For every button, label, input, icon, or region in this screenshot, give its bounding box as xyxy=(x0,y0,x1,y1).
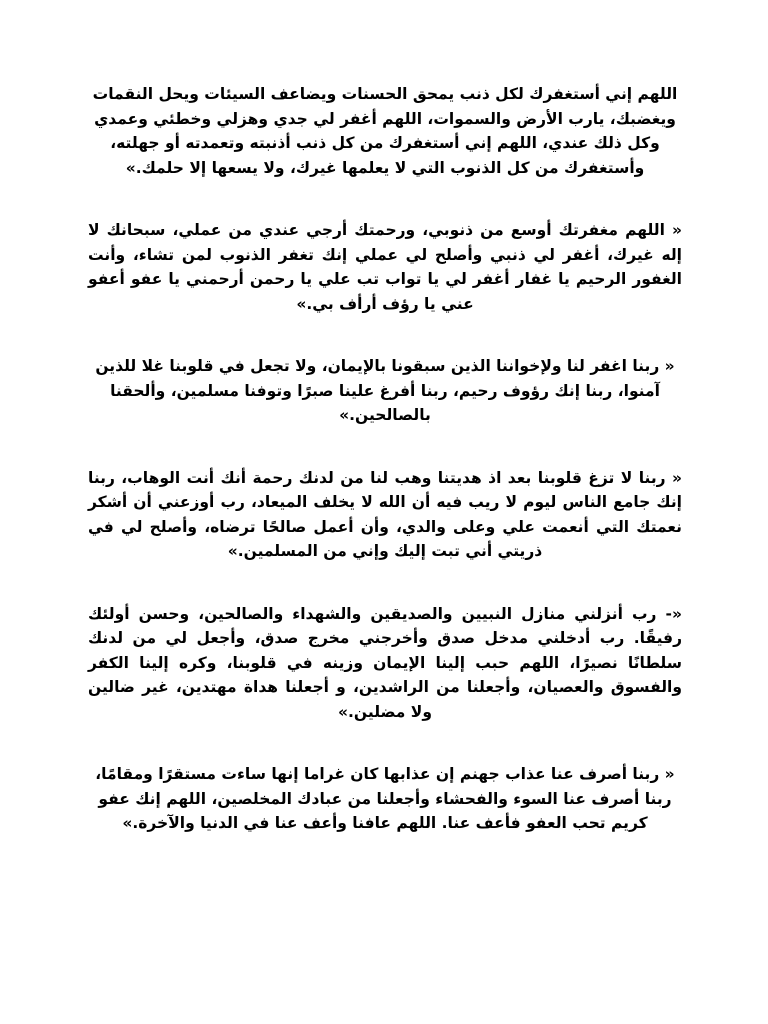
document-body xyxy=(88,82,682,874)
paragraph-6: « ربنا أصرف عنا عذاب جهنم إن عذابها كان غراما إنها ساءت مستقرًا ومقامًا، ربنا أصرف عنا السوء والفحشاء وأجعلنا من عبادك المخلصين، اللهم إنك عفو كريم تحب العفو فأعف عنا. اللهم عافنا وأعف عنا في الدنيا والآخرة.» xyxy=(95,765,675,832)
paragraph-1: اللهم إني أستغفرك لكل ذنب يمحق الحسنات ويضاعف السيئات ويحل النقمات ويغضبك، يارب الأرض والسموات، اللهم أغفر لي جدي وهزلي وخطئي وعمدي وكل ذلك عندي، اللهم إني أستغفرك من كل ذنب أذنبته وتعمدته أو جهلته، وأستغفرك من كل الذنوب التي لا يعلمها غيرك، ولا يسعها إلا حلمك.» xyxy=(92,85,678,177)
paragraph-5: «- رب أنزلني منازل النبيين والصديقين والشهداء والصالحين، وحسن أولئك رفيقًا. رب أدخلني مدخل صدق وأخرجني مخرج صدق، وأجعل لي من لدنك سلطانًا نصيرًا، اللهم حبب إلينا الإيمان وزينه في قلوبنا، وكره إلينا الكفر والفسوق والعصيان، وأجعلنا من الراشدين، و أجعلنا هداة مهتدين، غير ضالين ولا مضلين.» xyxy=(88,604,682,721)
paragraph-4: « ربنا لا تزغ قلوبنا بعد اذ هديتنا وهب لنا من لدنك رحمة أنك أنت الوهاب، ربنا إنك جامع الناس ليوم لا ريب فيه أن الله لا يخلف الميعاد، رب أوزعني أن أشكر نعمتك التي أنعمت علي وعلى والدي، وأن أعمل صالحًا ترضاه، وأصلح لي في ذريتي أني تبت إليك وإني من المسلمين.» xyxy=(88,468,682,560)
paragraph-3: « ربنا اغفر لنا ولإخواننا الذين سبقونا بالإيمان، ولا تجعل في قلوبنا غلا للذين آمنوا، ربنا إنك رؤوف رحيم، ربنا أفرغ علينا صبرًا وتوفنا مسلمين، وألحقنا بالصالحين.» xyxy=(95,357,675,424)
paragraph-2: « اللهم مغفرتك أوسع من ذنوبي، ورحمتك أرجي عندي من عملي، سبحانك لا إله غيرك، أغفر لي ذنبي وأصلح لي عملي إنك تغفر الذنوب لمن تشاء، وأنت الغفور الرحيم يا غفار أغفر لي يا تواب تب علي يا رحمن أرحمني يا عفو أعفو عني يا رؤف أرأف بي.» xyxy=(88,221,682,313)
